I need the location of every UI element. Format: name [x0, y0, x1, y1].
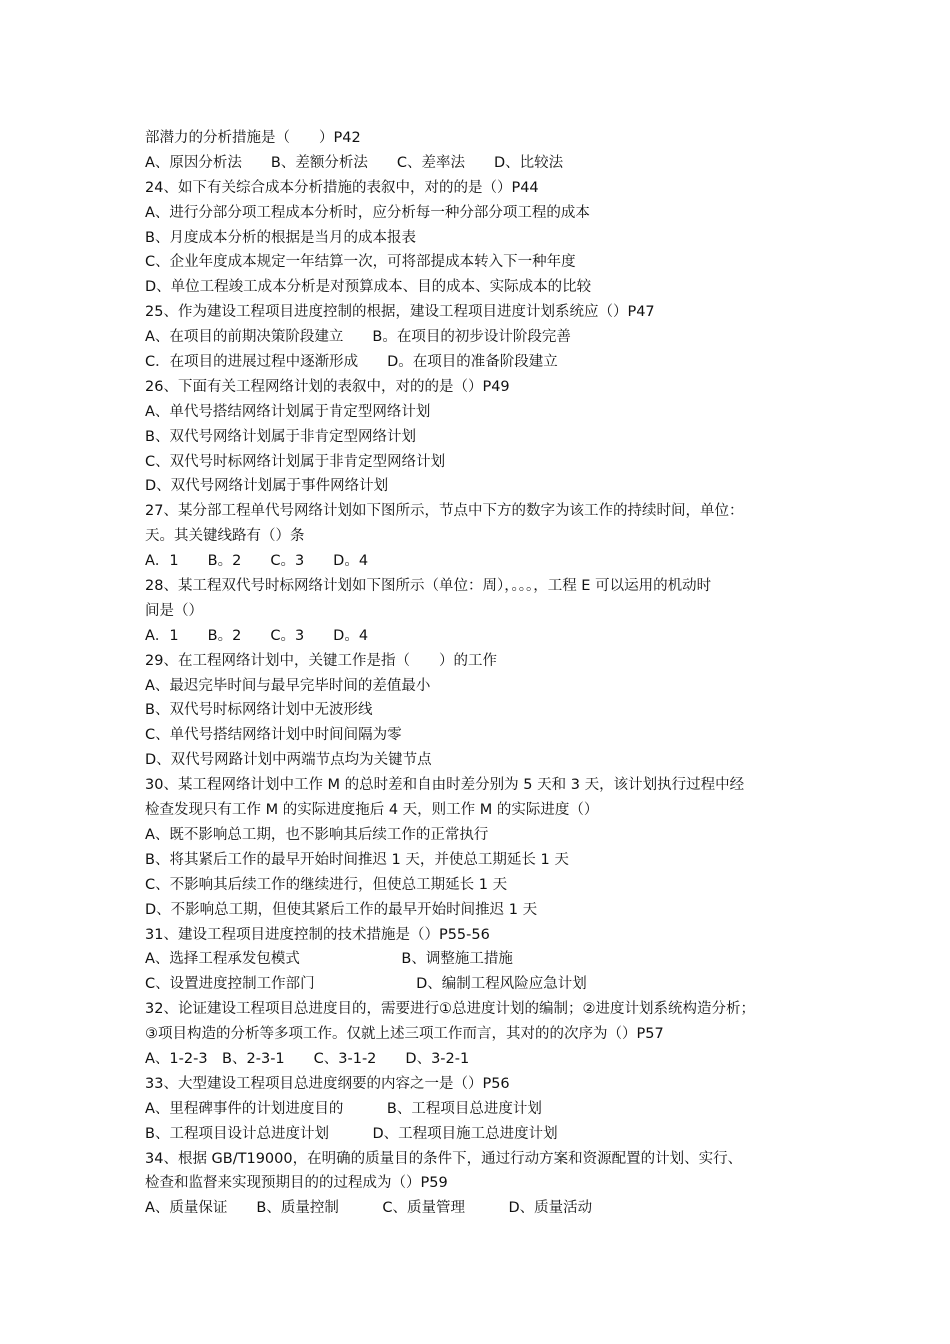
text-line: D、单位工程竣工成本分析是对预算成本、目的成本、实际成本的比较 — [145, 279, 592, 296]
text-line: A．1 B。2 C。3 D。4 — [145, 553, 369, 570]
text-line: A．1 B。2 C。3 D。4 — [145, 627, 369, 644]
text-line: 29、在工程网络计划中，关键工作是指（ ）的工作 — [145, 652, 497, 669]
text-line: 部潜力的分析措施是（ ）P42 — [145, 130, 361, 146]
text-line: A、原因分析法 B、差额分析法 C、差率法 D、比较法 — [145, 154, 564, 171]
text-line: A、选择工程承发包模式 B、调整施工措施 — [145, 951, 513, 968]
text-line: 24、如下有关综合成本分析措施的表叙中，对的的是（）P44 — [145, 179, 539, 196]
text-line: ③项目构造的分析等多项工作。仅就上述三项工作而言，其对的的次序为（）P57 — [145, 1026, 664, 1043]
text-line: 27、某分部工程单代号网络计划如下图所示，节点中下方的数字为该工作的持续时间，单位： — [145, 503, 744, 520]
document-text — [145, 126, 825, 1221]
text-line: A、质量保证 B、质量控制 C、质量管理 D、质量活动 — [145, 1200, 593, 1217]
text-line: 25、作为建设工程项目进度控制的根据，建设工程项目进度计划系统应（）P47 — [145, 304, 655, 321]
text-line: 天。其关键线路有（）条 — [145, 528, 305, 545]
text-line: 检查和监督来实现预期目的的过程成为（）P59 — [145, 1175, 448, 1192]
text-line: C、双代号时标网络计划属于非肯定型网络计划 — [145, 453, 446, 470]
text-line: C、不影响其后续工作的继续进行，但使总工期延长 1 天 — [145, 876, 508, 893]
text-line: B、双代号时标网络计划中无波形线 — [145, 702, 373, 719]
text-line: A、里程碑事件的计划进度目的 B、工程项目总进度计划 — [145, 1100, 542, 1117]
text-line: A、1-2-3 B、2-3-1 C、3-1-2 D、3-2-1 — [145, 1050, 470, 1067]
text-line: 间是（） — [145, 602, 203, 619]
text-line: D、双代号网络计划属于事件网络计划 — [145, 478, 389, 495]
text-line: A、进行分部分项工程成本分析时，应分析每一种分部分项工程的成本 — [145, 204, 590, 221]
text-line: D、双代号网路计划中两端节点均为关键节点 — [145, 752, 432, 769]
text-line: 33、大型建设工程项目总进度纲要的内容之一是（）P56 — [145, 1075, 510, 1092]
text-line: A、单代号搭结网络计划属于肯定型网络计划 — [145, 403, 431, 420]
text-line: 30、某工程网络计划中工作 M 的总时差和自由时差分别为 5 天和 3 天，该计划执行过程中经 — [145, 777, 745, 794]
text-line: D、不影响总工期，但使其紧后工作的最早开始时间推迟 1 天 — [145, 901, 538, 918]
text-line: C、企业年度成本规定一年结算一次，可将部提成本转入下一种年度 — [145, 254, 576, 271]
text-line: B、双代号网络计划属于非肯定型网络计划 — [145, 428, 416, 445]
text-line: 32、论证建设工程项目总进度目的，需要进行①总进度计划的编制；②进度计划系统构造分析； — [145, 1001, 755, 1018]
text-line: B、将其紧后工作的最早开始时间推迟 1 天，并使总工期延长 1 天 — [145, 851, 569, 868]
text-line: A、在项目的前期决策阶段建立 B。在项目的初步设计阶段完善 — [145, 329, 571, 346]
text-line: A、最迟完毕时间与最早完毕时间的差值最小 — [145, 677, 431, 694]
text-line: 28、某工程双代号时标网络计划如下图所示（单位：周），。。。，工程 E 可以运用的机动时 — [145, 578, 712, 595]
text-line: C．在项目的进展过程中逐渐形成 D。在项目的准备阶段建立 — [145, 354, 558, 371]
text-line: 34、根据 GB/T19000，在明确的质量目的条件下，通过行动方案和资源配置的计划、实行、 — [145, 1150, 743, 1167]
text-line: C、设置进度控制工作部门 D、编制工程风险应急计划 — [145, 976, 587, 993]
text-line: B、工程项目设计总进度计划 D、工程项目施工总进度计划 — [145, 1125, 558, 1142]
text-line: A、既不影响总工期，也不影响其后续工作的正常执行 — [145, 826, 489, 843]
text-line: 31、建设工程项目进度控制的技术措施是（）P55-56 — [145, 926, 490, 943]
text-line: 检查发现只有工作 M 的实际进度拖后 4 天，则工作 M 的实际进度（） — [145, 802, 599, 819]
text-line: B、月度成本分析的根据是当月的成本报表 — [145, 229, 416, 246]
text-line: C、单代号搭结网络计划中时间间隔为零 — [145, 727, 402, 744]
text-line: 26、下面有关工程网络计划的表叙中，对的的是（）P49 — [145, 378, 510, 395]
